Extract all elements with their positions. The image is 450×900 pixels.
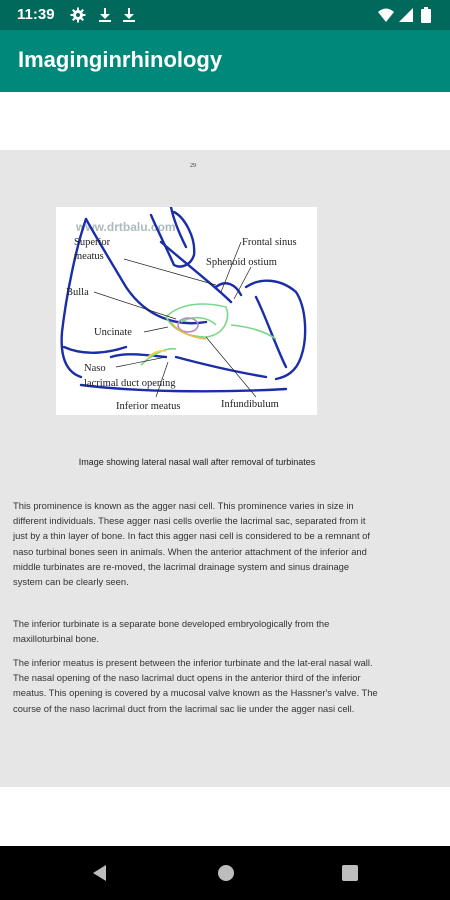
paragraph: This prominence is known as the agger nasi cell. This prominence varies in size in different individuals. These agger nasi cells overlie the lacrimal sac, separated from it just by a thin layer of bone. In fact this agger nasi cell is considered to be a remnant of naso turbinal bones seen in animals. When the anterior attachment of the inferior and middle turbinates are re-moved, the lacrimal drainage system and sinus drainage system can be clearly seen.	[13, 500, 370, 588]
figure-caption: Image showing lateral nasal wall after removal of turbinates	[78, 457, 316, 467]
status-time: 11:39	[17, 6, 55, 23]
label-frontal-sinus: Frontal sinus	[242, 237, 297, 248]
label-infundibulum: Infundibulum	[221, 399, 279, 410]
label-lacrimal-duct-opening: lacrimal duct opening	[84, 378, 176, 389]
back-icon[interactable]	[90, 863, 110, 883]
label-bulla: Bulla	[66, 287, 89, 298]
label-inferior-meatus: Inferior meatus	[116, 401, 181, 412]
lateral-nasal-wall-figure	[56, 207, 317, 415]
app-title: Imaginginrhinology	[18, 47, 223, 72]
gear-icon	[70, 7, 86, 23]
app-bar	[0, 30, 450, 92]
label-meatus: meatus	[74, 251, 104, 262]
navigation-bar	[0, 846, 450, 900]
recents-icon[interactable]	[340, 863, 360, 883]
paragraph: The inferior turbinate is a separate bone developed embryologically from the maxilloturbinal bone.	[13, 618, 330, 645]
anatomy-diagram	[56, 207, 317, 415]
paragraph: The inferior meatus is present between the inferior turbinate and the lat-eral nasal wall. The nasal opening of the naso lacrimal duct opens in the anterior third of the inferior meatus. This opening is covered by a mucosal valve known as the Hassner's valve. The course of the naso lacrimal duct from the lacrimal sac lie under the agger nasi cell.	[13, 657, 378, 714]
wifi-icon	[378, 7, 394, 23]
document-page	[0, 150, 450, 787]
status-bar	[0, 0, 450, 30]
label-sphenoid-ostium: Sphenoid ostium	[206, 257, 277, 268]
download-icon	[97, 7, 113, 23]
page-number: 29	[190, 163, 196, 169]
home-icon[interactable]	[216, 863, 236, 883]
document-viewer[interactable]	[0, 92, 450, 846]
watermark-text: www.drtbalu.com	[76, 220, 176, 234]
label-uncinate: Uncinate	[94, 327, 132, 338]
signal-icon	[398, 7, 414, 23]
battery-icon	[420, 7, 432, 23]
label-superior: Superior	[74, 237, 111, 248]
download-icon	[121, 7, 137, 23]
label-naso: Naso	[84, 363, 106, 374]
